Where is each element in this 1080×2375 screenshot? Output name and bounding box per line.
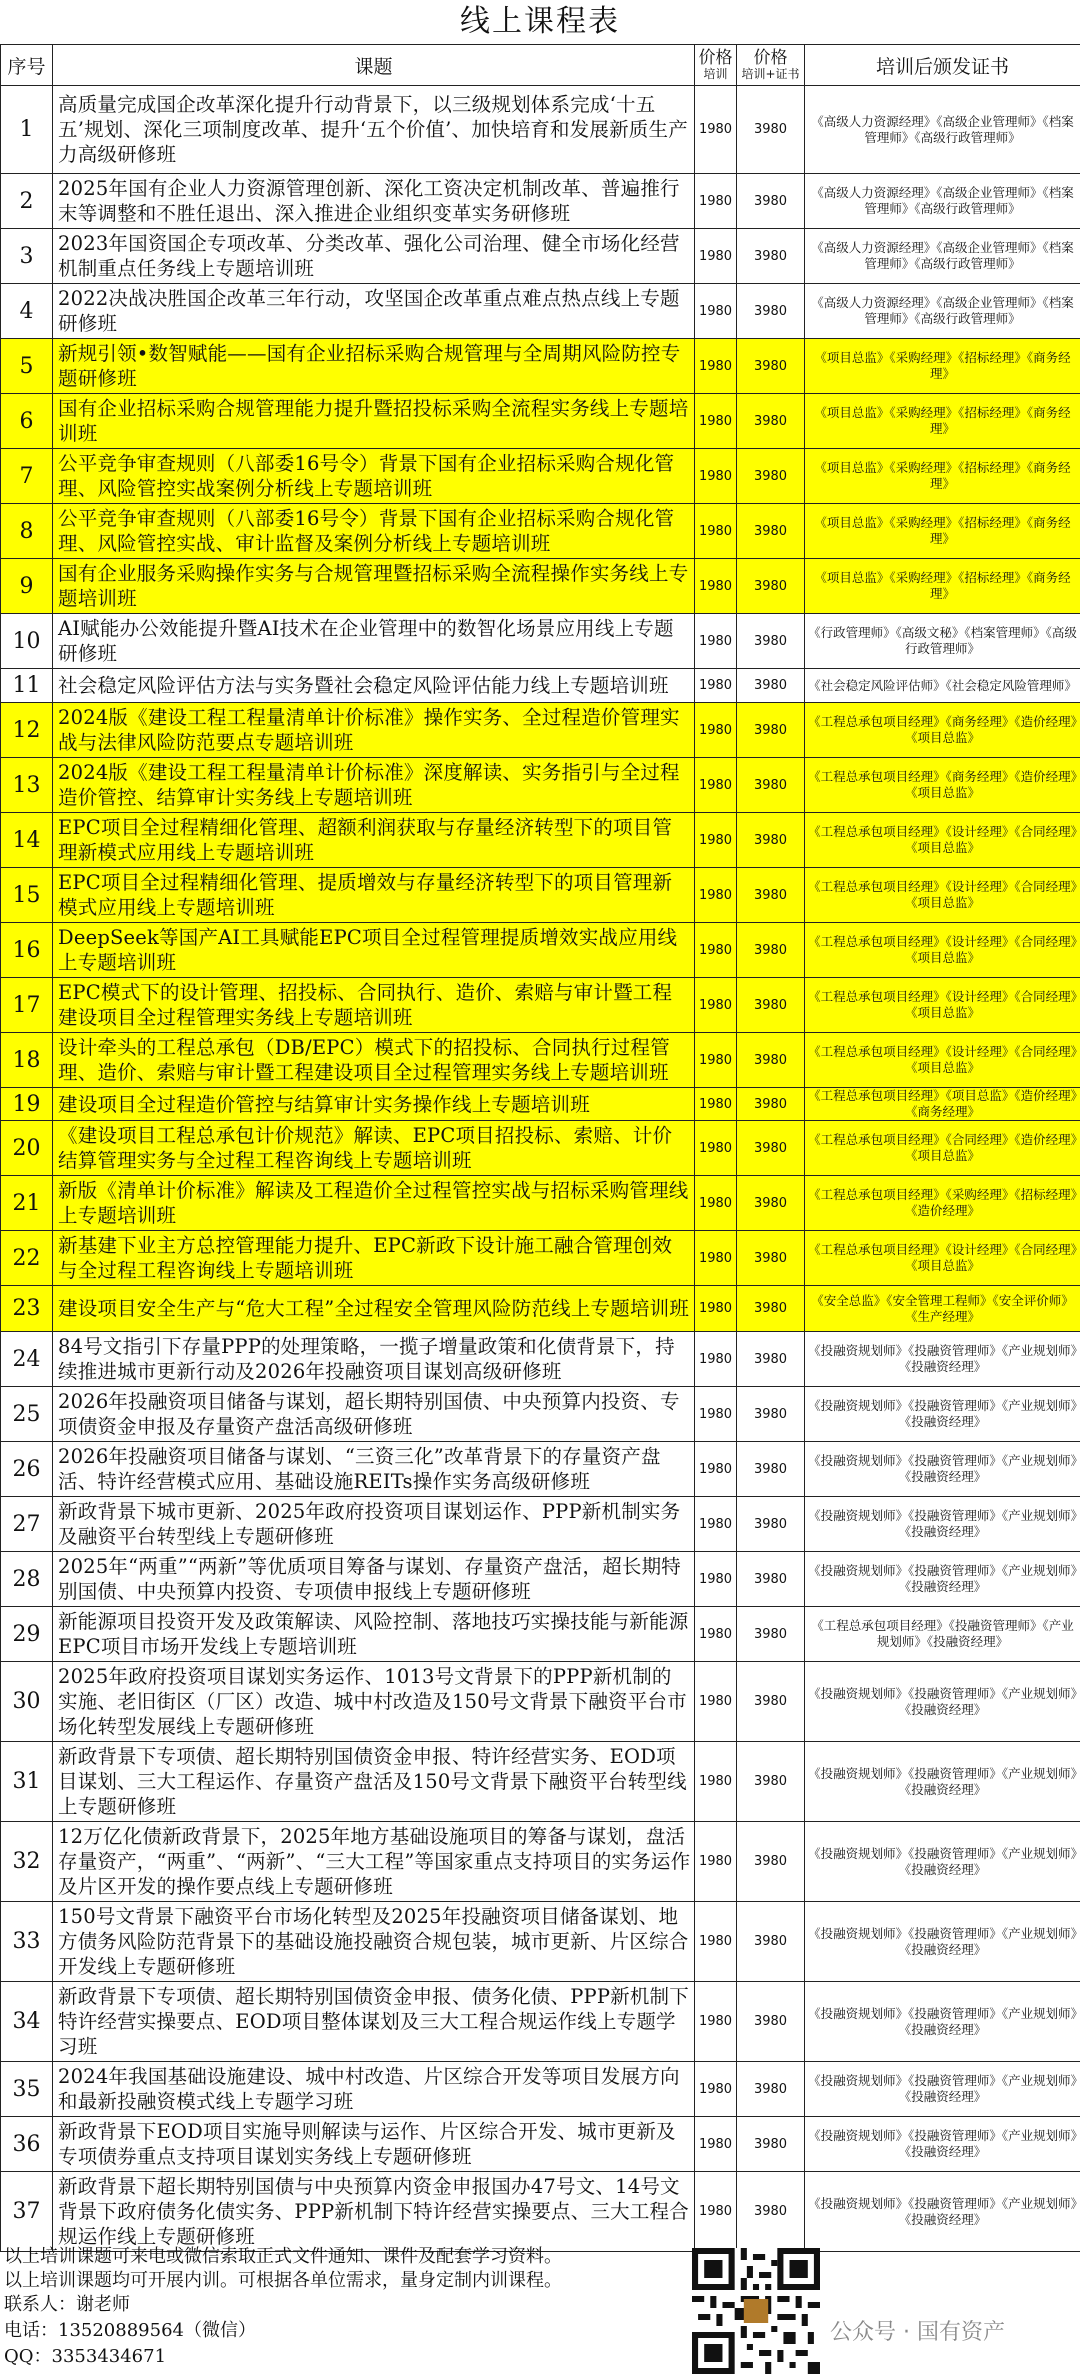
course-name: 国有企业服务采购操作实务与合规管理暨招标采购全流程操作实务线上专题培训班: [53, 559, 695, 614]
certificates: 《投融资规划师》《投融资管理师》《产业规划师》《投融资经理》: [805, 1387, 1080, 1442]
price-training: 1980: [695, 703, 737, 758]
table-row: [1, 1442, 1080, 1497]
price-training: 1980: [695, 504, 737, 559]
row-number: 30: [1, 1662, 53, 1742]
header-price-label: 价格: [753, 48, 788, 68]
price-training-cert: 3980: [737, 1121, 805, 1176]
row-number: 10: [1, 614, 53, 669]
price-training: 1980: [695, 978, 737, 1033]
header-price-training: [695, 45, 737, 86]
course-name: 公平竞争审查规则（八部委16号令）背景下国有企业招标采购合规化管理、风险管控实战案例分析线上专题培训班: [53, 449, 695, 504]
table-row: [1, 978, 1080, 1033]
price-training-cert: 3980: [737, 703, 805, 758]
price-training-cert: 3980: [737, 1607, 805, 1662]
row-number: 9: [1, 559, 53, 614]
course-name: 84号文指引下存量PPP的处理策略，一揽子增量政策和化债背景下，持续推进城市更新行动及2026年投融资项目谋划高级研修班: [53, 1332, 695, 1387]
row-number: 28: [1, 1552, 53, 1607]
course-name: EPC项目全过程精细化管理、提质增效与存量经济转型下的项目管理新模式应用线上专题培训班: [53, 868, 695, 923]
course-name: 2023年国资国企专项改革、分类改革、强化公司治理、健全市场化经营机制重点任务线上专题培训班: [53, 229, 695, 284]
price-training: 1980: [695, 1033, 737, 1088]
row-number: 2: [1, 174, 53, 229]
price-training-cert: 3980: [737, 1497, 805, 1552]
course-name: 国有企业招标采购合规管理能力提升暨招投标采购全流程实务线上专题培训班: [53, 394, 695, 449]
price-training: 1980: [695, 1822, 737, 1902]
certificates: 《投融资规划师》《投融资管理师》《产业规划师》《投融资经理》: [805, 1442, 1080, 1497]
table-row: [1, 2172, 1080, 2252]
table-row: [1, 2117, 1080, 2172]
course-name: 设计牵头的工程总承包（DB/EPC）模式下的招投标、合同执行过程管理、造价、索赔与审计暨工程建设项目全过程管理实务线上专题培训班: [53, 1033, 695, 1088]
table-row: [1, 229, 1080, 284]
certificates: 《项目总监》《采购经理》《招标经理》《商务经理》: [805, 449, 1080, 504]
table-row: [1, 559, 1080, 614]
price-training-cert: 3980: [737, 1033, 805, 1088]
table-header-row: [1, 45, 1080, 86]
header-price-sub: 培训: [703, 67, 728, 81]
table-row: [1, 504, 1080, 559]
price-training: 1980: [695, 669, 737, 703]
row-number: 29: [1, 1607, 53, 1662]
header-price-sub: 培训+证书: [741, 67, 800, 81]
price-training-cert: 3980: [737, 978, 805, 1033]
certificates: 《行政管理师》《高级文秘》《档案管理师》《高级行政管理师》: [805, 614, 1080, 669]
price-training-cert: 3980: [737, 1742, 805, 1822]
table-row: [1, 813, 1080, 868]
certificates: 《工程总承包项目经理》《设计经理》《合同经理》《项目总监》: [805, 1231, 1080, 1286]
price-training-cert: 3980: [737, 1902, 805, 1982]
course-name: 新政背景下专项债、超长期特别国债资金申报、债务化债、PPP新机制下特许经营实操要点、EOD项目整体谋划及三大工程合规运作线上专题学习班: [53, 1982, 695, 2062]
course-name: 社会稳定风险评估方法与实务暨社会稳定风险评估能力线上专题培训班: [53, 669, 695, 703]
certificates: 《工程总承包项目经理》《投融资管理师》《产业规划师》《投融资经理》: [805, 1607, 1080, 1662]
certificates: 《高级人力资源经理》《高级企业管理师》《档案管理师》《高级行政管理师》: [805, 174, 1080, 229]
table-row: [1, 339, 1080, 394]
table-row: [1, 1607, 1080, 1662]
certificates: 《社会稳定风险评估师》《社会稳定风险管理师》: [805, 669, 1080, 703]
table-row: [1, 174, 1080, 229]
table-row: [1, 449, 1080, 504]
course-name: EPC项目全过程精细化管理、超额利润获取与存量经济转型下的项目管理新模式应用线上专题培训班: [53, 813, 695, 868]
price-training: 1980: [695, 758, 737, 813]
price-training: 1980: [695, 394, 737, 449]
header-price-label: 价格: [698, 48, 733, 68]
table-row: [1, 1822, 1080, 1902]
row-number: 31: [1, 1742, 53, 1822]
course-name: 新基建下业主方总控管理能力提升、EPC新政下设计施工融合管理创效与全过程工程咨询线上专题培训班: [53, 1231, 695, 1286]
watermark: 公众号 · 国有资产: [830, 2320, 1005, 2345]
price-training-cert: 3980: [737, 2172, 805, 2252]
certificates: 《项目总监》《采购经理》《招标经理》《商务经理》: [805, 394, 1080, 449]
price-training: 1980: [695, 614, 737, 669]
price-training-cert: 3980: [737, 229, 805, 284]
course-name: 高质量完成国企改革深化提升行动背景下，以三级规划体系完成‘十五五’规划、深化三项制度改革、提升‘五个价值’、加快培育和发展新质生产力高级研修班: [53, 86, 695, 174]
course-name: 2022决战决胜国企改革三年行动，攻坚国企改革重点难点热点线上专题研修班: [53, 284, 695, 339]
row-number: 11: [1, 669, 53, 703]
table-row: [1, 1231, 1080, 1286]
certificates: 《工程总承包项目经理》《采购经理》《招标经理》《造价经理》: [805, 1176, 1080, 1231]
row-number: 7: [1, 449, 53, 504]
course-name: 2026年投融资项目储备与谋划、“三资三化”改革背景下的存量资产盘活、特许经营模式应用、基础设施REITs操作实务高级研修班: [53, 1442, 695, 1497]
table-row: [1, 284, 1080, 339]
header-cert: 培训后颁发证书: [805, 45, 1080, 86]
certificates: 《投融资规划师》《投融资管理师》《产业规划师》《投融资经理》: [805, 1822, 1080, 1902]
row-number: 6: [1, 394, 53, 449]
course-name: 新能源项目投资开发及政策解读、风险控制、落地技巧实操技能与新能源EPC项目市场开发线上专题培训班: [53, 1607, 695, 1662]
price-training-cert: 3980: [737, 339, 805, 394]
certificates: 《项目总监》《采购经理》《招标经理》《商务经理》: [805, 559, 1080, 614]
price-training-cert: 3980: [737, 1442, 805, 1497]
course-name: 新政背景下EOD项目实施导则解读与运作、片区综合开发、城市更新及专项债券重点支持项目谋划实务线上专题研修班: [53, 2117, 695, 2172]
price-training-cert: 3980: [737, 504, 805, 559]
table-row: [1, 1662, 1080, 1742]
certificates: 《投融资规划师》《投融资管理师》《产业规划师》《投融资经理》: [805, 2117, 1080, 2172]
row-number: 24: [1, 1332, 53, 1387]
certificates: 《高级人力资源经理》《高级企业管理师》《档案管理师》《高级行政管理师》: [805, 284, 1080, 339]
price-training: 1980: [695, 86, 737, 174]
course-name: 12万亿化债新政背景下，2025年地方基础设施项目的筹备与谋划，盘活存量资产，“两重”、“两新”、“三大工程”等国家重点支持项目的实务运作及片区开发的操作要点线上专题研修班: [53, 1822, 695, 1902]
course-name: 2024版《建设工程工程量清单计价标准》深度解读、实务指引与全过程造价管控、结算审计实务线上专题培训班: [53, 758, 695, 813]
row-number: 25: [1, 1387, 53, 1442]
certificates: 《工程总承包项目经理》《商务经理》《造价经理》《项目总监》: [805, 703, 1080, 758]
certificates: 《投融资规划师》《投融资管理师》《产业规划师》《投融资经理》: [805, 1332, 1080, 1387]
course-name: DeepSeek等国产AI工具赋能EPC项目全过程管理提质增效实战应用线上专题培训班: [53, 923, 695, 978]
table-row: [1, 1088, 1080, 1121]
row-number: 36: [1, 2117, 53, 2172]
certificates: 《工程总承包项目经理》《设计经理》《合同经理》《项目总监》: [805, 1033, 1080, 1088]
row-number: 37: [1, 2172, 53, 2252]
row-number: 27: [1, 1497, 53, 1552]
course-name: 2026年投融资项目储备与谋划，超长期特别国债、中央预算内投资、专项债资金申报及存量资产盘活高级研修班: [53, 1387, 695, 1442]
certificates: 《工程总承包项目经理》《设计经理》《合同经理》《项目总监》: [805, 813, 1080, 868]
row-number: 20: [1, 1121, 53, 1176]
footer-note-2: 以上培训课题均可开展内训。可根据各单位需求，量身定制内训课程。: [4, 2270, 562, 2291]
table-row: [1, 1982, 1080, 2062]
price-training: 1980: [695, 868, 737, 923]
price-training-cert: 3980: [737, 394, 805, 449]
header-name: 课题: [53, 45, 695, 86]
price-training-cert: 3980: [737, 86, 805, 174]
table-row: [1, 2062, 1080, 2117]
price-training-cert: 3980: [737, 923, 805, 978]
certificates: 《投融资规划师》《投融资管理师》《产业规划师》《投融资经理》: [805, 1552, 1080, 1607]
header-no: 序号: [1, 45, 53, 86]
price-training-cert: 3980: [737, 1332, 805, 1387]
course-name: 新政背景下城市更新、2025年政府投资项目谋划运作、PPP新机制实务及融资平台转型线上专题研修班: [53, 1497, 695, 1552]
table-row: [1, 1033, 1080, 1088]
price-training: 1980: [695, 1742, 737, 1822]
price-training-cert: 3980: [737, 1982, 805, 2062]
price-training-cert: 3980: [737, 1552, 805, 1607]
row-number: 35: [1, 2062, 53, 2117]
table-row: [1, 1332, 1080, 1387]
price-training-cert: 3980: [737, 2062, 805, 2117]
course-name: 建设项目安全生产与“危大工程”全过程安全管理风险防范线上专题培训班: [53, 1286, 695, 1332]
page-title: 线上课程表: [460, 4, 620, 39]
price-training: 1980: [695, 813, 737, 868]
table-row: [1, 703, 1080, 758]
table-row: [1, 86, 1080, 174]
price-training: 1980: [695, 284, 737, 339]
price-training-cert: 3980: [737, 758, 805, 813]
row-number: 14: [1, 813, 53, 868]
price-training: 1980: [695, 1387, 737, 1442]
table-row: [1, 1387, 1080, 1442]
row-number: 4: [1, 284, 53, 339]
certificates: 《投融资规划师》《投融资管理师》《产业规划师》《投融资经理》: [805, 1662, 1080, 1742]
price-training: 1980: [695, 1902, 737, 1982]
row-number: 32: [1, 1822, 53, 1902]
header-price-cert: [737, 45, 805, 86]
price-training: 1980: [695, 229, 737, 284]
course-name: 2025年国有企业人力资源管理创新、深化工资决定机制改革、普遍推行末等调整和不胜任退出、深入推进企业组织变革实务研修班: [53, 174, 695, 229]
table-row: [1, 614, 1080, 669]
price-training: 1980: [695, 1662, 737, 1742]
course-name: 建设项目全过程造价管控与结算审计实务操作线上专题培训班: [53, 1088, 695, 1121]
course-name: AI赋能办公效能提升暨AI技术在企业管理中的数智化场景应用线上专题研修班: [53, 614, 695, 669]
qr-code-icon: [692, 2248, 820, 2374]
course-name: 2024版《建设工程工程量清单计价标准》操作实务、全过程造价管理实战与法律风险防范要点专题培训班: [53, 703, 695, 758]
course-table: [0, 44, 1080, 2252]
row-number: 3: [1, 229, 53, 284]
price-training: 1980: [695, 1442, 737, 1497]
price-training: 1980: [695, 2062, 737, 2117]
certificates: 《项目总监》《采购经理》《招标经理》《商务经理》: [805, 339, 1080, 394]
table-row: [1, 758, 1080, 813]
price-training: 1980: [695, 339, 737, 394]
course-name: 新版《清单计价标准》解读及工程造价全过程管控实战与招标采购管理线上专题培训班: [53, 1176, 695, 1231]
course-name: EPC模式下的设计管理、招投标、合同执行、造价、索赔与审计暨工程建设项目全过程管理实务线上专题培训班: [53, 978, 695, 1033]
price-training: 1980: [695, 1497, 737, 1552]
certificates: 《工程总承包项目经理》《设计经理》《合同经理》《项目总监》: [805, 978, 1080, 1033]
price-training-cert: 3980: [737, 1231, 805, 1286]
table-body: [1, 86, 1080, 2252]
price-training-cert: 3980: [737, 1822, 805, 1902]
certificates: 《项目总监》《采购经理》《招标经理》《商务经理》: [805, 504, 1080, 559]
table-row: [1, 394, 1080, 449]
course-name: 新规引领•数智赋能——国有企业招标采购合规管理与全周期风险防控专题研修班: [53, 339, 695, 394]
price-training-cert: 3980: [737, 174, 805, 229]
price-training: 1980: [695, 1982, 737, 2062]
price-training-cert: 3980: [737, 559, 805, 614]
table-row: [1, 1902, 1080, 1982]
contact-qq: QQ：3353434671: [4, 2346, 167, 2367]
contact-name: 联系人：谢老师: [4, 2294, 130, 2315]
price-training-cert: 3980: [737, 284, 805, 339]
certificates: 《投融资规划师》《投融资管理师》《产业规划师》《投融资经理》: [805, 2062, 1080, 2117]
price-training: 1980: [695, 559, 737, 614]
price-training-cert: 3980: [737, 1286, 805, 1332]
row-number: 21: [1, 1176, 53, 1231]
row-number: 23: [1, 1286, 53, 1332]
table-row: [1, 1497, 1080, 1552]
price-training: 1980: [695, 1286, 737, 1332]
price-training: 1980: [695, 1121, 737, 1176]
price-training-cert: 3980: [737, 1662, 805, 1742]
course-name: 150号文背景下融资平台市场化转型及2025年投融资项目储备谋划、地方债务风险防范背景下的基础设施投融资合规包装，城市更新、片区综合开发线上专题研修班: [53, 1902, 695, 1982]
certificates: 《高级人力资源经理》《高级企业管理师》《档案管理师》《高级行政管理师》: [805, 86, 1080, 174]
table-row: [1, 1286, 1080, 1332]
price-training-cert: 3980: [737, 1176, 805, 1231]
certificates: 《工程总承包项目经理》《设计经理》《合同经理》《项目总监》: [805, 868, 1080, 923]
row-number: 8: [1, 504, 53, 559]
price-training-cert: 3980: [737, 868, 805, 923]
table-row: [1, 1121, 1080, 1176]
certificates: 《工程总承包项目经理》《设计经理》《合同经理》《项目总监》: [805, 923, 1080, 978]
footer: [0, 2244, 1080, 2375]
price-training-cert: 3980: [737, 449, 805, 504]
price-training: 1980: [695, 1176, 737, 1231]
certificates: 《工程总承包项目经理》《项目总监》《造价经理》《商务经理》: [805, 1088, 1080, 1121]
course-name: 2024年我国基础设施建设、城中村改造、片区综合开发等项目发展方向和最新投融资模式线上专题学习班: [53, 2062, 695, 2117]
table-row: [1, 868, 1080, 923]
price-training-cert: 3980: [737, 1088, 805, 1121]
course-name: 新政背景下超长期特别国债与中央预算内资金申报国办47号文、14号文背景下政府债务化债实务、PPP新机制下特许经营实操要点、三大工程合规运作线上专题研修班: [53, 2172, 695, 2252]
row-number: 13: [1, 758, 53, 813]
row-number: 12: [1, 703, 53, 758]
row-number: 15: [1, 868, 53, 923]
row-number: 18: [1, 1033, 53, 1088]
course-name: 《建设项目工程总承包计价规范》解读、EPC项目招投标、索赔、计价结算管理实务与全过程工程咨询线上专题培训班: [53, 1121, 695, 1176]
row-number: 33: [1, 1902, 53, 1982]
contact-phone: 电话：13520889564（微信）: [4, 2320, 256, 2341]
price-training: 1980: [695, 2172, 737, 2252]
table-row: [1, 1176, 1080, 1231]
certificates: 《工程总承包项目经理》《商务经理》《造价经理》《项目总监》: [805, 758, 1080, 813]
certificates: 《投融资规划师》《投融资管理师》《产业规划师》《投融资经理》: [805, 1902, 1080, 1982]
price-training-cert: 3980: [737, 669, 805, 703]
row-number: 34: [1, 1982, 53, 2062]
certificates: 《投融资规划师》《投融资管理师》《产业规划师》《投融资经理》: [805, 2172, 1080, 2252]
price-training-cert: 3980: [737, 2117, 805, 2172]
certificates: 《安全总监》《安全管理工程师》《安全评价师》《生产经理》: [805, 1286, 1080, 1332]
price-training-cert: 3980: [737, 614, 805, 669]
certificates: 《工程总承包项目经理》《合同经理》《造价经理》《项目总监》: [805, 1121, 1080, 1176]
price-training: 1980: [695, 1088, 737, 1121]
price-training: 1980: [695, 2117, 737, 2172]
table-row: [1, 1552, 1080, 1607]
certificates: 《投融资规划师》《投融资管理师》《产业规划师》《投融资经理》: [805, 1497, 1080, 1552]
row-number: 17: [1, 978, 53, 1033]
course-name: 公平竞争审查规则（八部委16号令）背景下国有企业招标采购合规化管理、风险管控实战、审计监督及案例分析线上专题培训班: [53, 504, 695, 559]
price-training-cert: 3980: [737, 1387, 805, 1442]
course-name: 新政背景下专项债、超长期特别国债资金申报、特许经营实务、EOD项目谋划、三大工程运作、存量资产盘活及150号文背景下融资平台转型线上专题研修班: [53, 1742, 695, 1822]
price-training: 1980: [695, 1231, 737, 1286]
row-number: 26: [1, 1442, 53, 1497]
row-number: 1: [1, 86, 53, 174]
price-training: 1980: [695, 1607, 737, 1662]
row-number: 19: [1, 1088, 53, 1121]
price-training: 1980: [695, 1552, 737, 1607]
row-number: 22: [1, 1231, 53, 1286]
course-name: 2025年政府投资项目谋划实务运作、1013号文背景下的PPP新机制的实施、老旧街区（厂区）改造、城中村改造及150号文背景下融资平台市场化转型发展线上专题研修班: [53, 1662, 695, 1742]
price-training-cert: 3980: [737, 813, 805, 868]
price-training: 1980: [695, 1332, 737, 1387]
table-row: [1, 1742, 1080, 1822]
row-number: 16: [1, 923, 53, 978]
certificates: 《投融资规划师》《投融资管理师》《产业规划师》《投融资经理》: [805, 1982, 1080, 2062]
table-row: [1, 669, 1080, 703]
course-name: 2025年“两重”“两新”等优质项目筹备与谋划、存量资产盘活，超长期特别国债、中央预算内投资、专项债申报线上专题研修班: [53, 1552, 695, 1607]
price-training: 1980: [695, 923, 737, 978]
footer-note-1: 以上培训课题可来电或微信索取正式文件通知、课件及配套学习资料。: [4, 2246, 562, 2267]
row-number: 5: [1, 339, 53, 394]
price-training: 1980: [695, 449, 737, 504]
certificates: 《高级人力资源经理》《高级企业管理师》《档案管理师》《高级行政管理师》: [805, 229, 1080, 284]
certificates: 《投融资规划师》《投融资管理师》《产业规划师》《投融资经理》: [805, 1742, 1080, 1822]
price-training: 1980: [695, 174, 737, 229]
table-row: [1, 923, 1080, 978]
